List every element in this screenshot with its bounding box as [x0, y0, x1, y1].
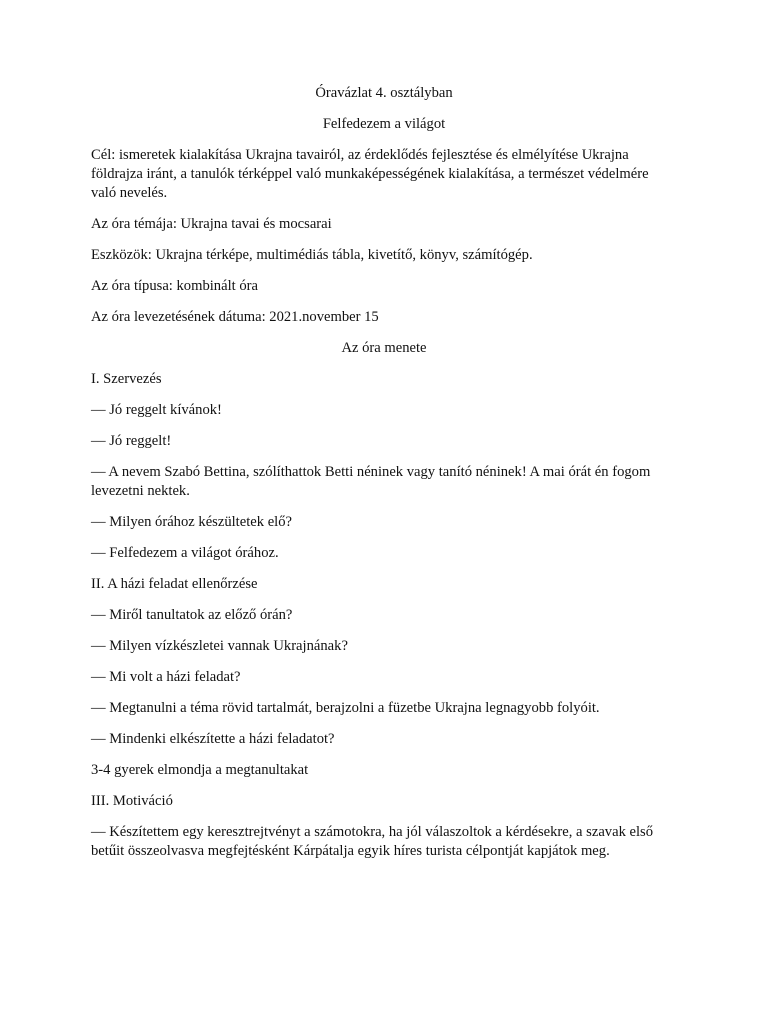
dialogue-line: — Milyen vízkészletei vannak Ukrajnának? — [91, 638, 348, 654]
course-heading: Az óra menete — [341, 340, 427, 356]
dialogue-line: — Jó reggelt! — [91, 433, 172, 449]
section-heading-organization: I. Szervezés — [91, 371, 162, 387]
tools-paragraph: Eszközök: Ukrajna térképe, multimédiás tábla, kivetítő, könyv, számítógép. — [91, 247, 533, 263]
note-line: 3-4 gyerek elmondja a megtanultakat — [91, 762, 309, 778]
section-heading-homework: II. A házi feladat ellenőrzése — [91, 576, 258, 592]
dialogue-line: — A nevem Szabó Bettina, szólíthattok Betti néninek vagy tanító néninek! A mai órát én fogom levezetni nektek. — [91, 464, 651, 499]
dialogue-line: — Megtanulni a téma rövid tartalmát, berajzolni a füzetbe Ukrajna legnagyobb folyóit. — [91, 700, 600, 716]
dialogue-line: — Készítettem egy keresztrejtvényt a számotokra, ha jól válaszoltok a kérdésekre, a szavak első betűit összeolvasva megfejtésként Kárpátalja egyik híres turista célpontját kapjátok meg. — [91, 824, 654, 859]
topic-paragraph: Az óra témája: Ukrajna tavai és mocsarai — [91, 216, 332, 232]
section-heading-motivation: III. Motiváció — [91, 793, 173, 809]
lesson-type-paragraph: Az óra típusa: kombinált óra — [91, 278, 258, 294]
dialogue-line: — Miről tanultatok az előző órán? — [91, 607, 293, 623]
document-title: Óravázlat 4. osztályban — [315, 85, 453, 101]
document-subtitle: Felfedezem a világot — [322, 116, 446, 132]
dialogue-line: — Felfedezem a világot órához. — [91, 545, 279, 561]
goal-paragraph: Cél: ismeretek kialakítása Ukrajna tavairól, az érdeklődés fejlesztése és elmélyítése Ukrajna földrajza iránt, a tanulók térképpel való munkaképességének kialakítása, a természet védelmére való nevelés. — [91, 147, 649, 201]
dialogue-line: — Jó reggelt kívánok! — [91, 402, 222, 418]
dialogue-line: — Milyen órához készültetek elő? — [91, 514, 292, 530]
date-paragraph: Az óra levezetésének dátuma: 2021.november 15 — [91, 309, 379, 325]
dialogue-line: — Mi volt a házi feladat? — [91, 669, 241, 685]
document-page — [91, 84, 677, 873]
dialogue-line: — Mindenki elkészítette a házi feladatot? — [91, 731, 335, 747]
